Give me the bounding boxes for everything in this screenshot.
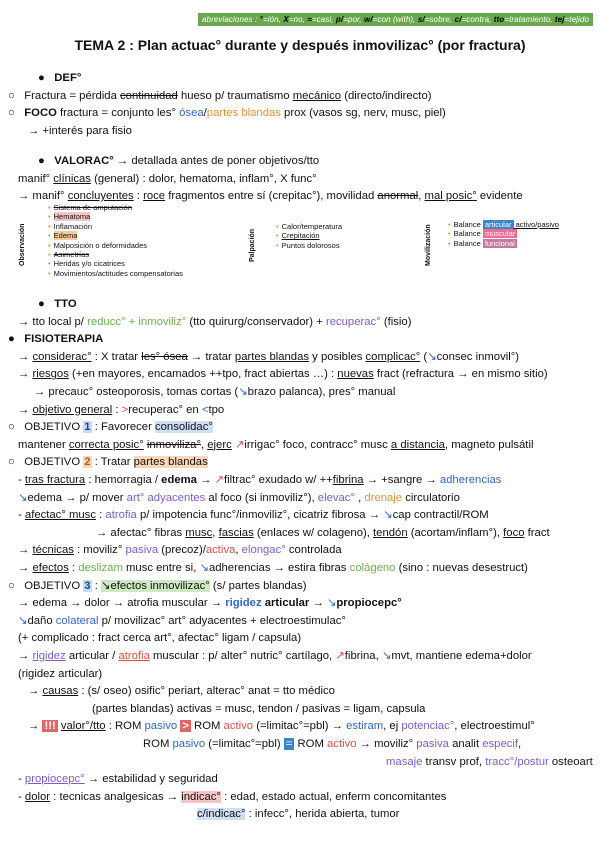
palpacion-list: [276, 222, 342, 250]
abbr-key: ≈: [307, 15, 312, 24]
list-item: • Balance muscular: [448, 229, 516, 239]
valorac-line-2: → manif° concluyentes : roce fragmentos entre sí (crepitac°), movilidad anormal, mal posic° evidente: [18, 190, 523, 203]
obj3-line-2: ↘daño colateral p/ movilizac° art° adyacentes + electroestimulac°: [18, 614, 346, 627]
tto-heading: ● TTO: [38, 298, 77, 310]
valorac-line-1: manif° clínicas (general) : dolor, hematoma, inflam°, X func°: [18, 172, 317, 185]
list-item: • Heridas y/o cicatrices: [48, 259, 125, 269]
tail-line-3: c/indicac° : infecc°, herida abierta, tumor: [197, 808, 400, 821]
obj1-line-1: mantener correcta posic° inmoviliza°, ejerc ↗irrigac° foco, contracc° musc a distancia, magneto pulsátil: [18, 438, 534, 451]
abbr-key: °: [259, 15, 263, 24]
obj3-heading: ○ OBJETIVO 3 : ↘efectos inmovilizac° (s/ partes blandas): [8, 579, 307, 592]
obj3-line-6: → causas : (s/ oseo) osific° periart, alterac° anat = tto médico: [28, 685, 335, 698]
abbr-value: =no: [288, 15, 303, 24]
obj2-line-5: → técnicas : moviliz° pasiva (precoz)/activa, elongac° controlada: [18, 544, 342, 557]
list-item: • Edema: [48, 231, 78, 241]
fisio-line-3: → precauc° osteoporosis, tomas cortas (↘brazo palanca), pres° manual: [34, 386, 396, 398]
obj2-line-6: → efectos : deslizam musc entre si, ↘adherencias → estira fibras colágeno (sino : nuevas desestruct): [18, 562, 528, 574]
abbr-value: =sobre: [424, 15, 450, 24]
def-line-2: ○ FOCO fractura = conjunto les° ósea/partes blandas prox (vasos sg, nerv, musc, piel): [8, 107, 446, 120]
list-item: • Hematoma: [48, 212, 91, 222]
abbr-key: tto: [493, 15, 505, 24]
abbreviations-banner: abreviaciones : °=ión, X=no, ≈=casi, p/=por, w/=con (with), s/=sobre, c/=contra, tto=tratamiento, tej=tejido: [198, 13, 593, 26]
abbr-value: =contra: [461, 15, 490, 24]
obj2-heading: ○ OBJETIVO 2 : Tratar partes blandas: [8, 456, 208, 469]
list-item: • Crepitación: [276, 231, 320, 241]
movilizacion-label: Movilización: [425, 224, 432, 266]
list-item: • Asimetrías: [48, 250, 90, 260]
obj3-line-10: masaje transv prof, tracc°/postur osteoart: [386, 755, 593, 768]
tto-line-1: → tto local p/ reducc° + inmoviliz° (tto quirurg/conservador) + recuperac° (fisio): [18, 315, 412, 328]
abbr-key: s/: [417, 15, 425, 24]
obj3-line-3: (+ complicado : fract cerca art°, afectac° ligam / capsula): [18, 632, 302, 645]
abbr-key: c/: [454, 15, 462, 24]
fisio-line-1: → considerac° : X tratar les° ósea → tratar partes blandas y posibles complicac° (↘consec inmovil°): [18, 350, 520, 363]
list-item: • Balance articular activo/pasivo: [448, 220, 559, 229]
def-line-3: → +interés para fisio: [28, 124, 132, 137]
abbr-value: =por: [343, 15, 360, 24]
fisio-line-2: → riesgos (+en mayores, encamados ++tpo, fract abiertas …) : nuevas fract (refractura → en mismo sitio): [18, 368, 548, 381]
def-heading-text: DEF°: [54, 72, 82, 84]
valorac-heading: ● VALORAC° → detallada antes de poner objetivos/tto: [38, 155, 320, 167]
obj3-line-7: (partes blandas) activas = musc, tendon / pasivas = ligam, capsula: [92, 702, 426, 715]
observacion-label: Observación: [19, 223, 26, 266]
observacion-list: [48, 203, 183, 278]
list-item: • Inflamación: [48, 221, 92, 231]
abbr-value: =con (with): [372, 15, 414, 24]
obj3-line-4: → rigidez articular / atrofia muscular : p/ alter° nutric° cartílago, ↗fibrina, ↘mvt, mantiene edema+dolor: [18, 650, 532, 662]
list-item: • Movimientos/actitudes compensatorias: [48, 268, 183, 278]
abbr-key: tej: [554, 15, 565, 24]
movilizacion-list: [448, 220, 559, 248]
abbr-value: =tejido: [564, 15, 589, 24]
abbr-key: w/: [364, 15, 373, 24]
abbr-value: =ión: [262, 15, 279, 24]
list-item: • Calor/temperatura: [276, 222, 343, 231]
obj3-line-1: → edema → dolor → atrofia muscular → rigidez articular → ↘propiocepc°: [18, 597, 402, 610]
tail-line-2: - dolor : tecnicas analgesicas → indicac° : edad, estado actual, enferm concomitantes: [18, 790, 447, 803]
def-heading: ● DEF°: [38, 72, 82, 84]
page-title: TEMA 2 : Plan actuac° durante y después inmovilizac° (por fractura): [74, 37, 526, 53]
def-line-1: ○ Fractura = pérdida continuidad hueso p/ traumatismo mecánico (directo/indirecto): [8, 89, 432, 102]
list-item: • Malposición o deformidades: [48, 240, 148, 250]
obj3-line-9: ROM pasivo (=limitac°=pbl) = ROM activo → moviliz° pasiva analit especif,: [143, 738, 522, 750]
abbr-value: =tratamiento: [504, 15, 551, 24]
abbr-key: X: [283, 15, 289, 24]
obj2-line-4: → afectac° fibras musc, fascias (enlaces w/ colageno), tendón (acortam/inflam°), foco fract: [96, 526, 550, 539]
obj2-line-1: - tras fractura : hemorragia / edema → ↗filtrac° exudado w/ ++fibrina → +sangre → adherencias: [18, 474, 502, 486]
abbr-key: p/: [335, 15, 344, 24]
palpacion-label: Palpación: [249, 228, 256, 262]
list-item: • Sistema de amputación: [48, 203, 133, 212]
obj2-line-2: ↘edema → p/ mover art° adyacentes al foco (si inmoviliz°), elevac° , drenaje circulatorio: [18, 491, 460, 504]
fisio-heading: ● FISIOTERAPIA: [8, 333, 104, 346]
obj3-line-8: → !!! valor°/tto : ROM pasivo > ROM activo (=limitac°=pbl) → estiram, ej potenciac°, electroestimul°: [28, 720, 535, 733]
obj3-line-5: (rigidez articular): [18, 667, 103, 680]
list-item: • Balance funcional: [448, 238, 515, 248]
abbreviations-label: abreviaciones :: [201, 15, 258, 24]
abbr-value: =casi: [311, 15, 332, 24]
tail-line-1: - propiocepc° → estabilidad y seguridad: [18, 773, 218, 786]
obj2-line-3: - afectac° musc : atrofia p/ impotencia func°/inmoviliz°, cicatriz fibrosa → ↘cap contractil/ROM: [18, 509, 489, 522]
obj1-heading: ○ OBJETIVO 1 : Favorecer consolidac°: [8, 421, 213, 434]
list-item: • Puntos dolorosos: [276, 240, 340, 250]
fisio-line-4: → objetivo general : >recuperac° en <tpo: [18, 403, 225, 416]
